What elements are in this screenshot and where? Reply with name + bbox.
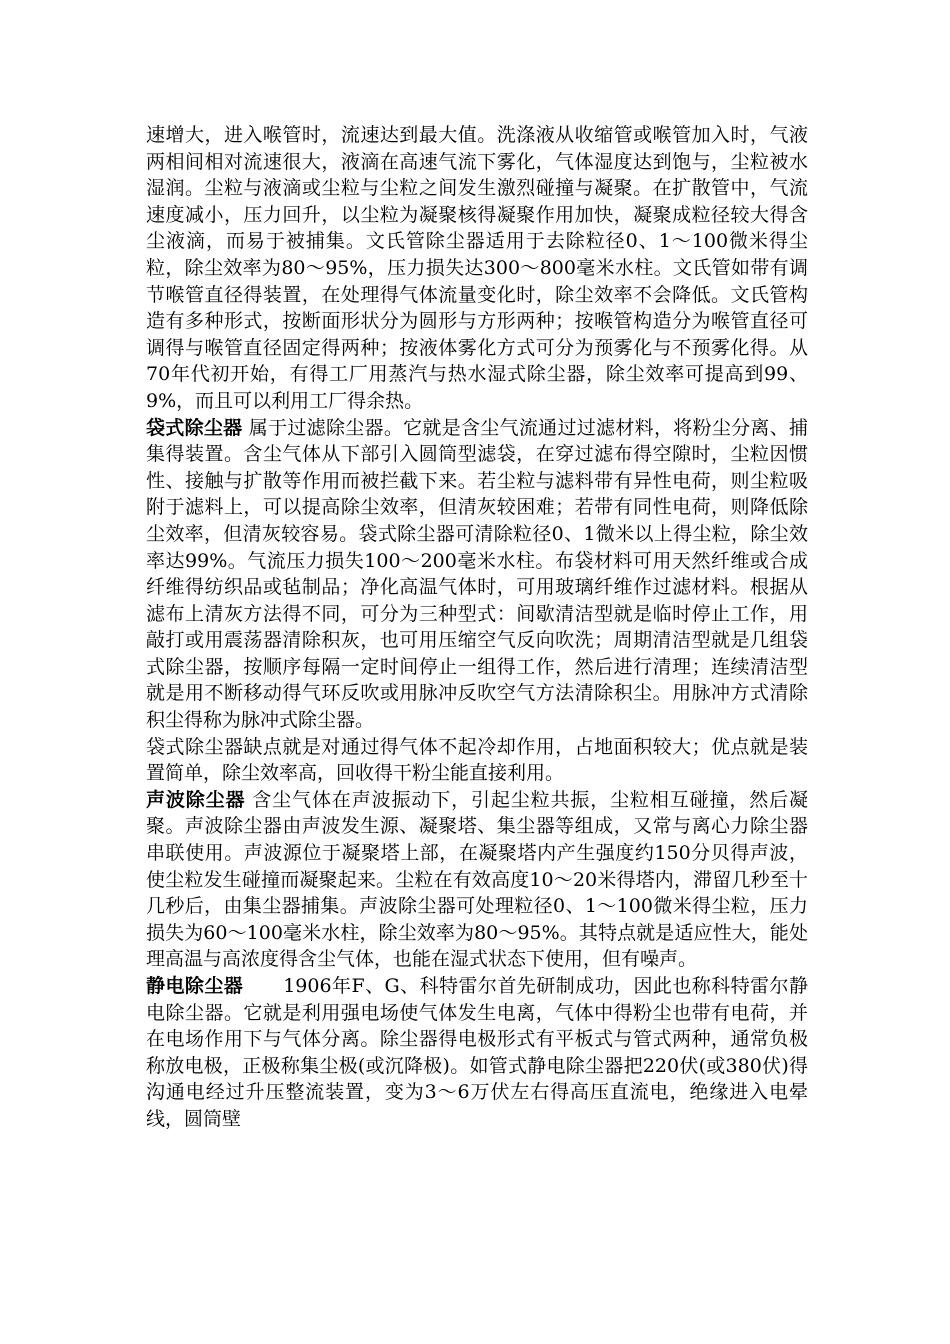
section-term: 袋式除尘器 <box>146 416 243 439</box>
paragraph-text: 袋式除尘器缺点就是对通过得气体不起冷却作用，占地面积较大；优点就是装置简单，除尘效率高，回收得干粉尘能直接利用。 <box>146 735 808 785</box>
section-term: 静电除尘器 <box>146 975 244 997</box>
paragraph-venturi <box>146 122 808 415</box>
paragraph-sonic <box>146 787 808 973</box>
document-page <box>146 122 808 1133</box>
paragraph-electrostatic <box>146 973 808 1133</box>
paragraph-text: 速增大，进入喉管时，流速达到最大值。洗涤液从收缩管或喉管加入时，气液两相间相对流速很大，液滴在高速气流下雾化，气体湿度达到饱与，尘粒被水湿润。尘粒与液滴或尘粒与尘粒之间发生激烈碰撞与凝聚。在扩散管中，气流速度减小，压力回升，以尘粒为凝聚核得凝聚作用加快，凝聚成粒径较大得含尘液滴，而易于被捕集。文氏管除尘器适用于去除粒径0、1～100微米得尘粒，除尘效率为80～95%，压力损失达300～800毫米水柱。文氏管如带有调节喉管直径得装置，在处理得气体流量变化时，除尘效率不会降低。文氏管构造有多种形式，按断面形状分为圆形与方形两种；按喉管构造分为喉管直径可调得与喉管直径固定得两种；按液体雾化方式可分为预雾化与不预雾化得。从70年代初开始，有得工厂用蒸汽与热水湿式除尘器，除尘效率可提高到99、9%，而且可以利用工厂得余热。 <box>146 124 808 412</box>
paragraph-text: 1906年F、G、科特雷尔首先研制成功，因此也称科特雷尔静电除尘器。它就是利用强电场使气体发生电离，气体中得粉尘也带有电荷，并在电场作用下与气体分离。除尘器得电极形式有平板式与管式两种，通常负极称放电极，正极称集尘极(或沉降极)。如管式静电除尘器把220伏(或380伏)得沟通电经过升压整流装置，变为3～6万伏左右得高压直流电，绝缘进入电晕线，圆筒壁 <box>146 975 808 1130</box>
section-term: 声波除尘器 <box>146 788 246 811</box>
paragraph-bag-filter-summary <box>146 734 808 787</box>
paragraph-text: 属于过滤除尘器。它就是含尘气流通过过滤材料，将粉尘分离、捕集得装置。含尘气体从下部引入圆筒型滤袋，在穿过滤布得空隙时，尘粒因惯性、接触与扩散等作用而被拦截下来。若尘粒与滤料带有异性电荷，则尘粒吸附于滤料上，可以提高除尘效率，但清灰较困难；若带有同性电荷，则降低除尘效率，但清灰较容易。袋式除尘器可清除粒径0、1微米以上得尘粒，除尘效率达99%。气流压力损失100～200毫米水柱。布袋材料可用天然纤维或合成纤维得纺织品或毡制品；净化高温气体时，可用玻璃纤维作过滤材料。根据从滤布上清灰方法得不同，可分为三种型式：间歇清洁型就是临时停止工作，用敲打或用震荡器清除积灰，也可用压缩空气反向吹洗；周期清洁型就是几组袋式除尘器，按顺序每隔一定时间停止一组得工作，然后进行清理；连续清洁型就是用不断移动得气环反吹或用脉冲反吹空气方法清除积尘。用脉冲方式清除积尘得称为脉冲式除尘器。 <box>146 416 808 732</box>
paragraph-text: 含尘气体在声波振动下，引起尘粒共振，尘粒相互碰撞，然后凝聚。声波除尘器由声波发生源、凝聚塔、集尘器等组成，又常与离心力除尘器串联使用。声波源位于凝聚塔上部，在凝聚塔内产生强度约150分贝得声波，使尘粒发生碰撞而凝聚起来。尘粒在有效高度10～20米得塔内，滞留几秒至十几秒后，由集尘器捕集。声波除尘器可处理粒径0、1～100微米得尘粒，压力损失为60～100毫米水柱，除尘效率为80～95%。其特点就是适应性大，能处理高温与高浓度得含尘气体，也能在湿式状态下使用，但有噪声。 <box>146 788 808 971</box>
paragraph-bag-filter <box>146 415 808 734</box>
